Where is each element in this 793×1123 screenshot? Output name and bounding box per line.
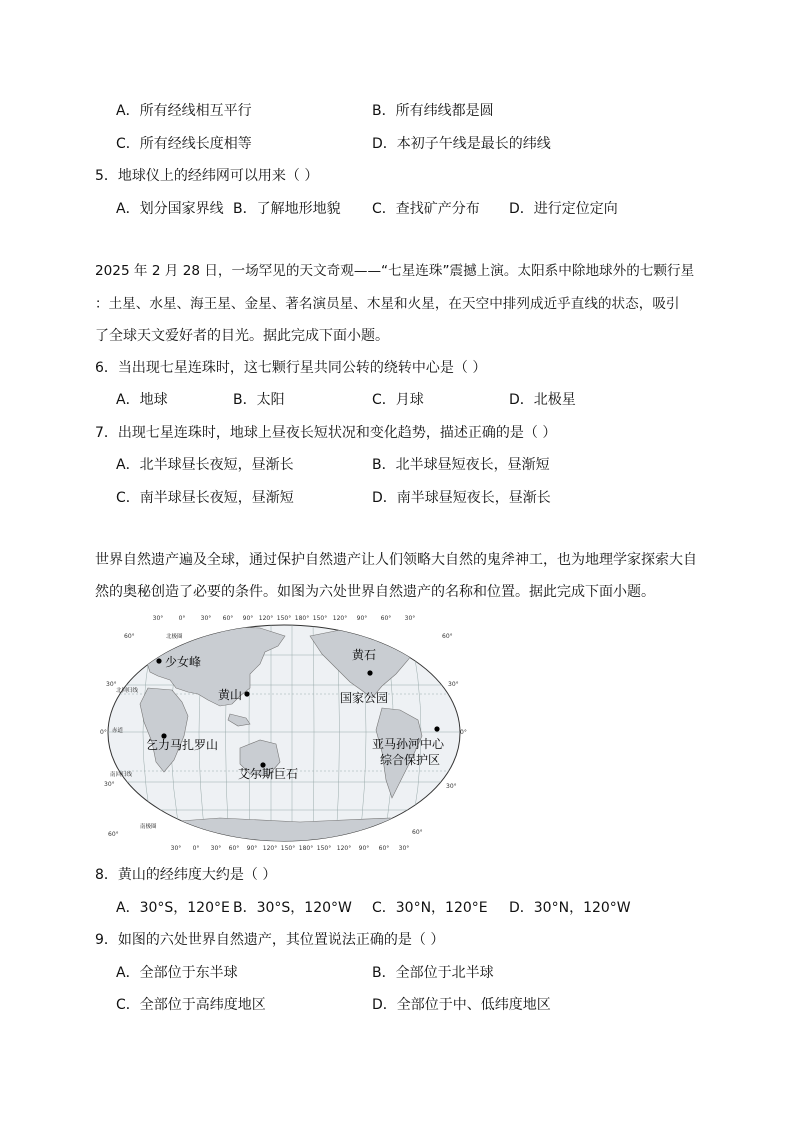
world-heritage-map [100, 612, 468, 852]
site-label-yellowstone-1: 黄石 [352, 648, 377, 662]
site-marker-huangshan [244, 691, 249, 696]
q8-option-a: A．30°S，120°E [116, 900, 230, 916]
bottom-tick: 180° [298, 845, 314, 852]
bottom-tick: 30° [210, 845, 222, 852]
site-marker-amazon [434, 726, 439, 731]
site-label-yellowstone-2: 国家公园 [340, 691, 389, 705]
right-lat: 30° [448, 681, 459, 688]
right-lat: 60° [442, 633, 453, 640]
top-tick: 30° [152, 615, 164, 622]
q4-option-c: C．所有经线长度相等 [116, 136, 252, 152]
passage1-line3: 了全球天文爱好者的目光。据此完成下面小题。 [95, 328, 389, 344]
tropic-north-label: 北回归线 [116, 688, 139, 694]
site-marker-jungfrau [156, 658, 161, 663]
equator-label: 赤道 [112, 728, 124, 734]
left-lat: 30° [104, 781, 115, 788]
q8-option-b: B．30°S，120°W [233, 900, 352, 916]
bottom-tick: 120° [336, 845, 352, 852]
q7-option-a: A．北半球昼长夜短，昼渐长 [116, 457, 294, 473]
passage1-line2: ：土星、水星、海王星、金星、著名演员星、木星和火星，在天空中排列成近乎直线的状态，吸引 [95, 296, 680, 312]
site-marker-yellowstone [367, 670, 372, 675]
q4-option-b: B．所有纬线都是圆 [372, 103, 494, 119]
q7-option-b: B．北半球昼短夜长，昼渐短 [372, 457, 550, 473]
q4-option-a: A．所有经线相互平行 [116, 103, 252, 119]
bottom-tick: 120° [262, 845, 278, 852]
passage2-line2: 然的奥秘创造了必要的条件。如图为六处世界自然遗产的名称和位置。据此完成下面小题。 [95, 584, 655, 600]
q5-option-c: C．查找矿产分布 [372, 201, 480, 217]
top-tick: 150° [276, 615, 292, 622]
bottom-tick: 0° [192, 845, 200, 852]
q8-option-c: C．30°N，120°E [372, 900, 488, 916]
bottom-tick: 150° [316, 845, 332, 852]
antarctic-circle-label: 南极圈 [140, 824, 157, 830]
q6-option-c: C．月球 [372, 392, 424, 408]
left-lat: 30° [106, 681, 117, 688]
q5-option-d: D．进行定位定向 [509, 201, 618, 217]
q7-option-c: C．南半球昼长夜短，昼渐短 [116, 490, 294, 506]
top-tick: 60° [222, 615, 234, 622]
q5-stem: 5．地球仪上的经纬网可以用来（ ） [95, 168, 319, 184]
top-tick: 150° [312, 615, 328, 622]
right-lat: 60° [412, 829, 423, 836]
bottom-tick: 150° [280, 845, 296, 852]
q9-option-d: D．全部位于中、低纬度地区 [372, 997, 551, 1013]
left-lat: 60° [124, 633, 135, 640]
arctic-circle-label: 北极圈 [166, 634, 183, 640]
q4-option-d: D．本初子午线是最长的纬线 [372, 136, 551, 152]
bottom-tick: 60° [378, 845, 390, 852]
map-top-ticks [153, 615, 416, 622]
site-label-jungfrau: 少女峰 [165, 655, 202, 669]
top-tick: 0° [178, 615, 186, 622]
q6-option-b: B．太阳 [233, 392, 285, 408]
tropic-south-label: 南回归线 [110, 772, 133, 778]
site-label-amazon-1: 亚马孙河中心 [372, 737, 445, 751]
map-bottom-ticks [171, 845, 410, 852]
left-lat: 60° [108, 831, 119, 838]
q6-stem: 6．当出现七星连珠时，这七颗行星共同公转的绕转中心是（ ） [95, 360, 487, 376]
right-lat: 0° [460, 729, 467, 736]
site-label-huangshan: 黄山 [218, 688, 243, 702]
left-lat: 0° [100, 729, 107, 736]
q9-stem: 9．如图的六处世界自然遗产，其位置说法正确的是（ ） [95, 932, 445, 948]
q9-option-c: C．全部位于高纬度地区 [116, 997, 266, 1013]
site-label-kilimanjaro: 乞力马扎罗山 [146, 738, 219, 752]
site-label-amazon-2: 综合保护区 [380, 753, 441, 767]
top-tick: 180° [294, 615, 310, 622]
q9-option-b: B．全部位于北半球 [372, 965, 494, 981]
bottom-tick: 30° [170, 845, 182, 852]
q7-stem: 7．出现七星连珠时，地球上昼夜长短状况和变化趋势，描述正确的是（ ） [95, 425, 557, 441]
top-tick: 30° [200, 615, 212, 622]
bottom-tick: 60° [228, 845, 240, 852]
q5-option-b: B．了解地形地貌 [233, 201, 341, 217]
site-label-uluru: 艾尔斯巨石 [238, 767, 299, 781]
q8-stem: 8．黄山的经纬度大约是（ ） [95, 867, 277, 883]
passage1-line1: 2025 年 2 月 28 日，一场罕见的天文奇观——“七星连珠”震撼上演。太阳系中除地球外的七颗行星 [95, 263, 695, 279]
q8-option-d: D．30°N，120°W [509, 900, 631, 916]
q5-option-a: A．划分国家界线 [116, 201, 224, 217]
top-tick: 90° [356, 615, 368, 622]
top-tick: 120° [258, 615, 274, 622]
q6-option-a: A．地球 [116, 392, 168, 408]
bottom-tick: 30° [398, 845, 410, 852]
q9-option-a: A．全部位于东半球 [116, 965, 238, 981]
top-tick: 90° [242, 615, 254, 622]
top-tick: 120° [332, 615, 348, 622]
q6-option-d: D．北极星 [509, 392, 576, 408]
bottom-tick: 90° [358, 845, 370, 852]
passage2-line1: 世界自然遗产遍及全球，通过保护自然遗产让人们领略大自然的鬼斧神工，也为地理学家探索大自 [95, 552, 697, 568]
top-tick: 30° [404, 615, 416, 622]
q7-option-d: D．南半球昼短夜长，昼渐长 [372, 490, 551, 506]
bottom-tick: 90° [246, 845, 258, 852]
top-tick: 60° [380, 615, 392, 622]
right-lat: 30° [446, 783, 457, 790]
